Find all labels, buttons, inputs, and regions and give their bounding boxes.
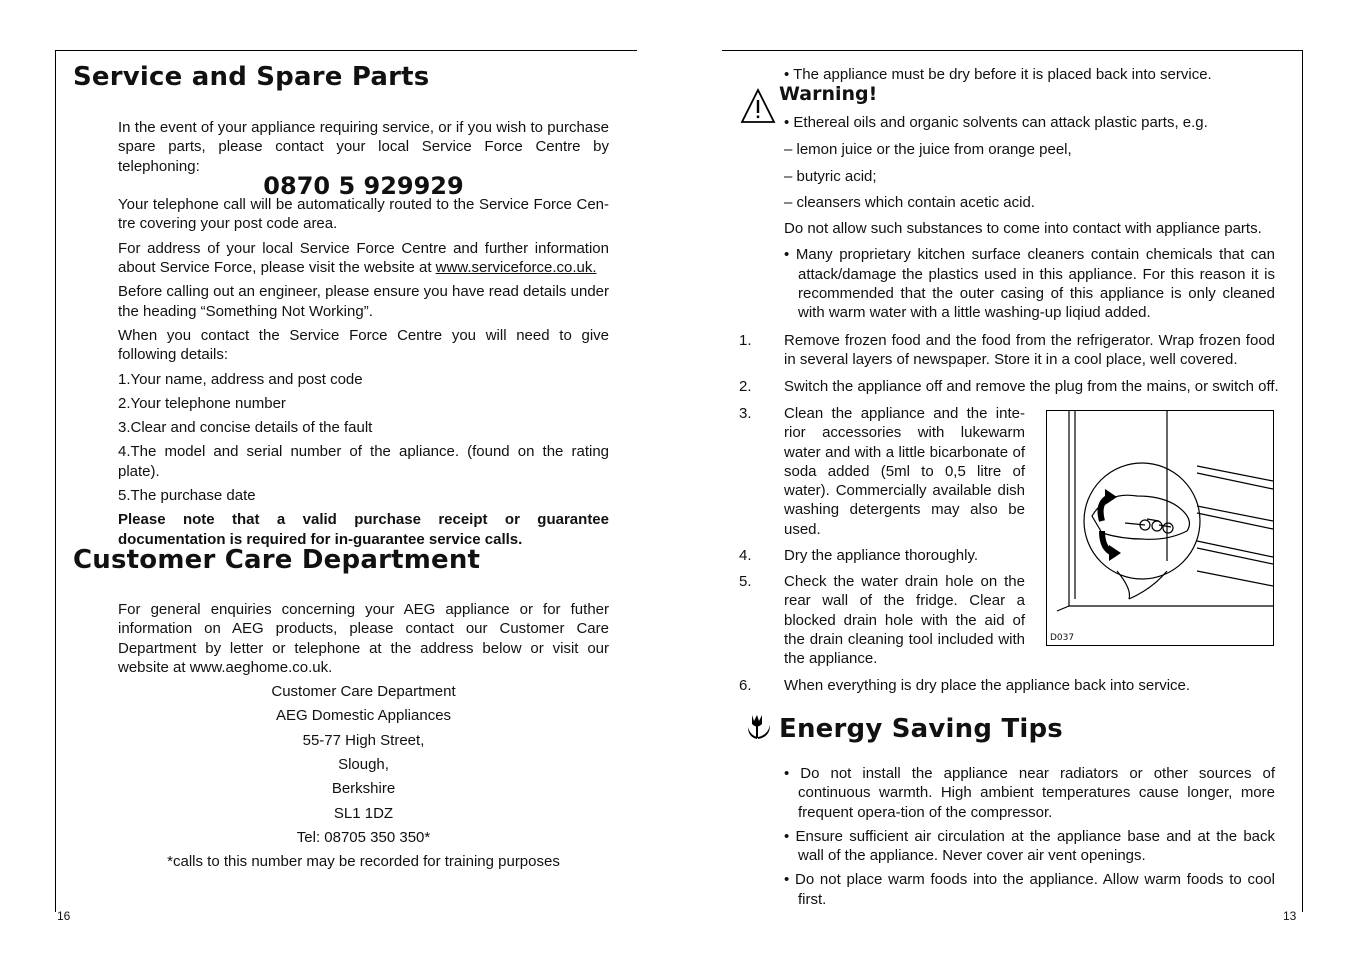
warning-section <box>784 113 1275 328</box>
step-text: Check the water drain hole on the rear wall of the fridge. Clear a blocked drain hole with the aid of the drain cleaning tool included with the appliance. <box>784 573 1025 668</box>
tulip-icon <box>746 713 772 741</box>
step-number: 4. <box>739 547 752 564</box>
service-title: Service and Spare Parts <box>73 62 430 92</box>
service-p4: When you contact the Service Force Centre you will need to give following details: <box>118 326 609 364</box>
energy-tip: • Do not place warm foods into the appliance. Allow warm foods to cool first. <box>784 871 1275 908</box>
step-number: 5. <box>739 573 752 590</box>
service-p3: Before calling out an engineer, please ensure you have read details under the heading “Something Not Working”. <box>118 283 609 320</box>
care-section <box>118 600 609 877</box>
right-page-number: 13 <box>1283 909 1297 923</box>
step-number: 1. <box>739 332 752 349</box>
acid-item-1: – lemon juice or the juice from orange peel, <box>784 141 1072 159</box>
care-title: Customer Care Department <box>73 545 481 575</box>
step-text: Clean the appliance and the inte-rior accessories with lukewarm water and with a little bicarbonate of soda added (5ml to 0,5 litre of water). Commercially available dish washing detergents may also be used. <box>784 405 1025 538</box>
left-page-number: 16 <box>57 909 71 923</box>
service-intro: In the event of your appliance requiring service, or if you wish to purchase spare parts, please contact your local Service Force Centre by telephoning: <box>118 119 609 175</box>
acid-item-3: – cleansers which contain acetic acid. <box>784 193 1035 211</box>
dry-bullet: • The appliance must be dry before it is placed back into service. <box>784 66 1212 83</box>
solvents-bullet: • Ethereal oils and organic solvents can attack plastic parts, e.g. <box>784 114 1208 131</box>
guarantee-note: Please note that a valid purchase receipt or guarantee documentation is required for in-guarantee service calls. <box>118 511 609 548</box>
fridge-interior-drawing <box>1047 411 1273 645</box>
cleaners-bullet: • Many proprietary kitchen surface cleaners contain chemicals that can attack/damage the plastics used in this appliance. For this reason it is recommended that the outer casing of this appliance is only cleaned with warm water with a little washing-up liqiud added. <box>784 246 1275 322</box>
energy-tips <box>784 764 1275 914</box>
step-number: 2. <box>739 378 752 395</box>
figure-code: D037 <box>1050 633 1075 643</box>
warning-title: Warning! <box>779 83 878 105</box>
step-number: 6. <box>739 677 752 694</box>
step-text: Dry the appliance thoroughly. <box>784 547 979 564</box>
right-top-rule <box>722 50 1303 51</box>
address-line: AEG Domestic Appliances <box>275 707 452 725</box>
address-line: Customer Care Department <box>271 683 456 701</box>
service-section <box>118 118 609 554</box>
address-line: SL1 1DZ <box>333 804 394 822</box>
care-address <box>118 682 609 871</box>
right-side-rule <box>1302 50 1303 912</box>
serviceforce-link[interactable]: www.serviceforce.co.uk. <box>435 259 597 277</box>
details-item-2: 2.Your telephone number <box>118 394 286 412</box>
recording-note: *calls to this number may be recorded for training purposes <box>167 853 560 871</box>
address-phone: Tel: 08705 350 350* <box>296 828 431 846</box>
step-number: 3. <box>739 405 752 422</box>
step-text: Remove frozen food and the food from the refrigerator. Wrap frozen food in several layers of newspaper. Store it in a cool place, well covered. <box>784 332 1275 369</box>
service-p1: Your telephone call will be automatically routed to the Service Force Cen-tre covering your post code area. <box>118 196 609 233</box>
details-item-3: 3.Clear and concise details of the fault <box>118 419 373 437</box>
details-item-5: 5.The purchase date <box>118 487 256 505</box>
care-intro: For general enquiries concerning your AEG appliance or for futher information on AEG products, please contact our Customer Care Department by letter or telephone at the address below or visit our website at www.aeghome.co.uk. <box>118 601 609 676</box>
step-text: When everything is dry place the appliance back into service. <box>784 677 1191 694</box>
energy-tip: • Do not install the appliance near radiators or other sources of continuous warmth. High ambient temperatures cause longer, more frequent opera-tion of the compressor. <box>784 765 1275 821</box>
drain-cleaning-illustration <box>1046 410 1274 646</box>
left-side-rule <box>55 50 56 912</box>
energy-tip: • Ensure sufficient air circulation at the appliance base and at the back wall of the appliance. Never cover air vent openings. <box>784 827 1275 865</box>
left-top-rule <box>55 50 637 51</box>
step-text: Switch the appliance off and remove the plug from the mains, or switch off. <box>784 378 1279 395</box>
address-line: Berkshire <box>331 780 396 798</box>
energy-title: Energy Saving Tips <box>779 714 1063 744</box>
details-item-4: 4.The model and serial number of the apliance. (found on the rating plate). <box>118 443 609 480</box>
service-phone: 0870 5 929929 <box>263 171 464 200</box>
warning-triangle-icon <box>740 88 776 124</box>
address-line: Slough, <box>338 756 389 774</box>
acid-item-2: – butyric acid; <box>784 167 877 185</box>
address-line: 55-77 High Street, <box>302 731 425 749</box>
service-p2: For address of your local Service Force Centre and further information about Service Force, please visit the website at www.serviceforce.co.uk. <box>118 239 609 277</box>
details-item-1: 1.Your name, address and post code <box>118 370 363 388</box>
substances-warning: Do not allow such substances to come into contact with appliance parts. <box>784 220 1262 238</box>
